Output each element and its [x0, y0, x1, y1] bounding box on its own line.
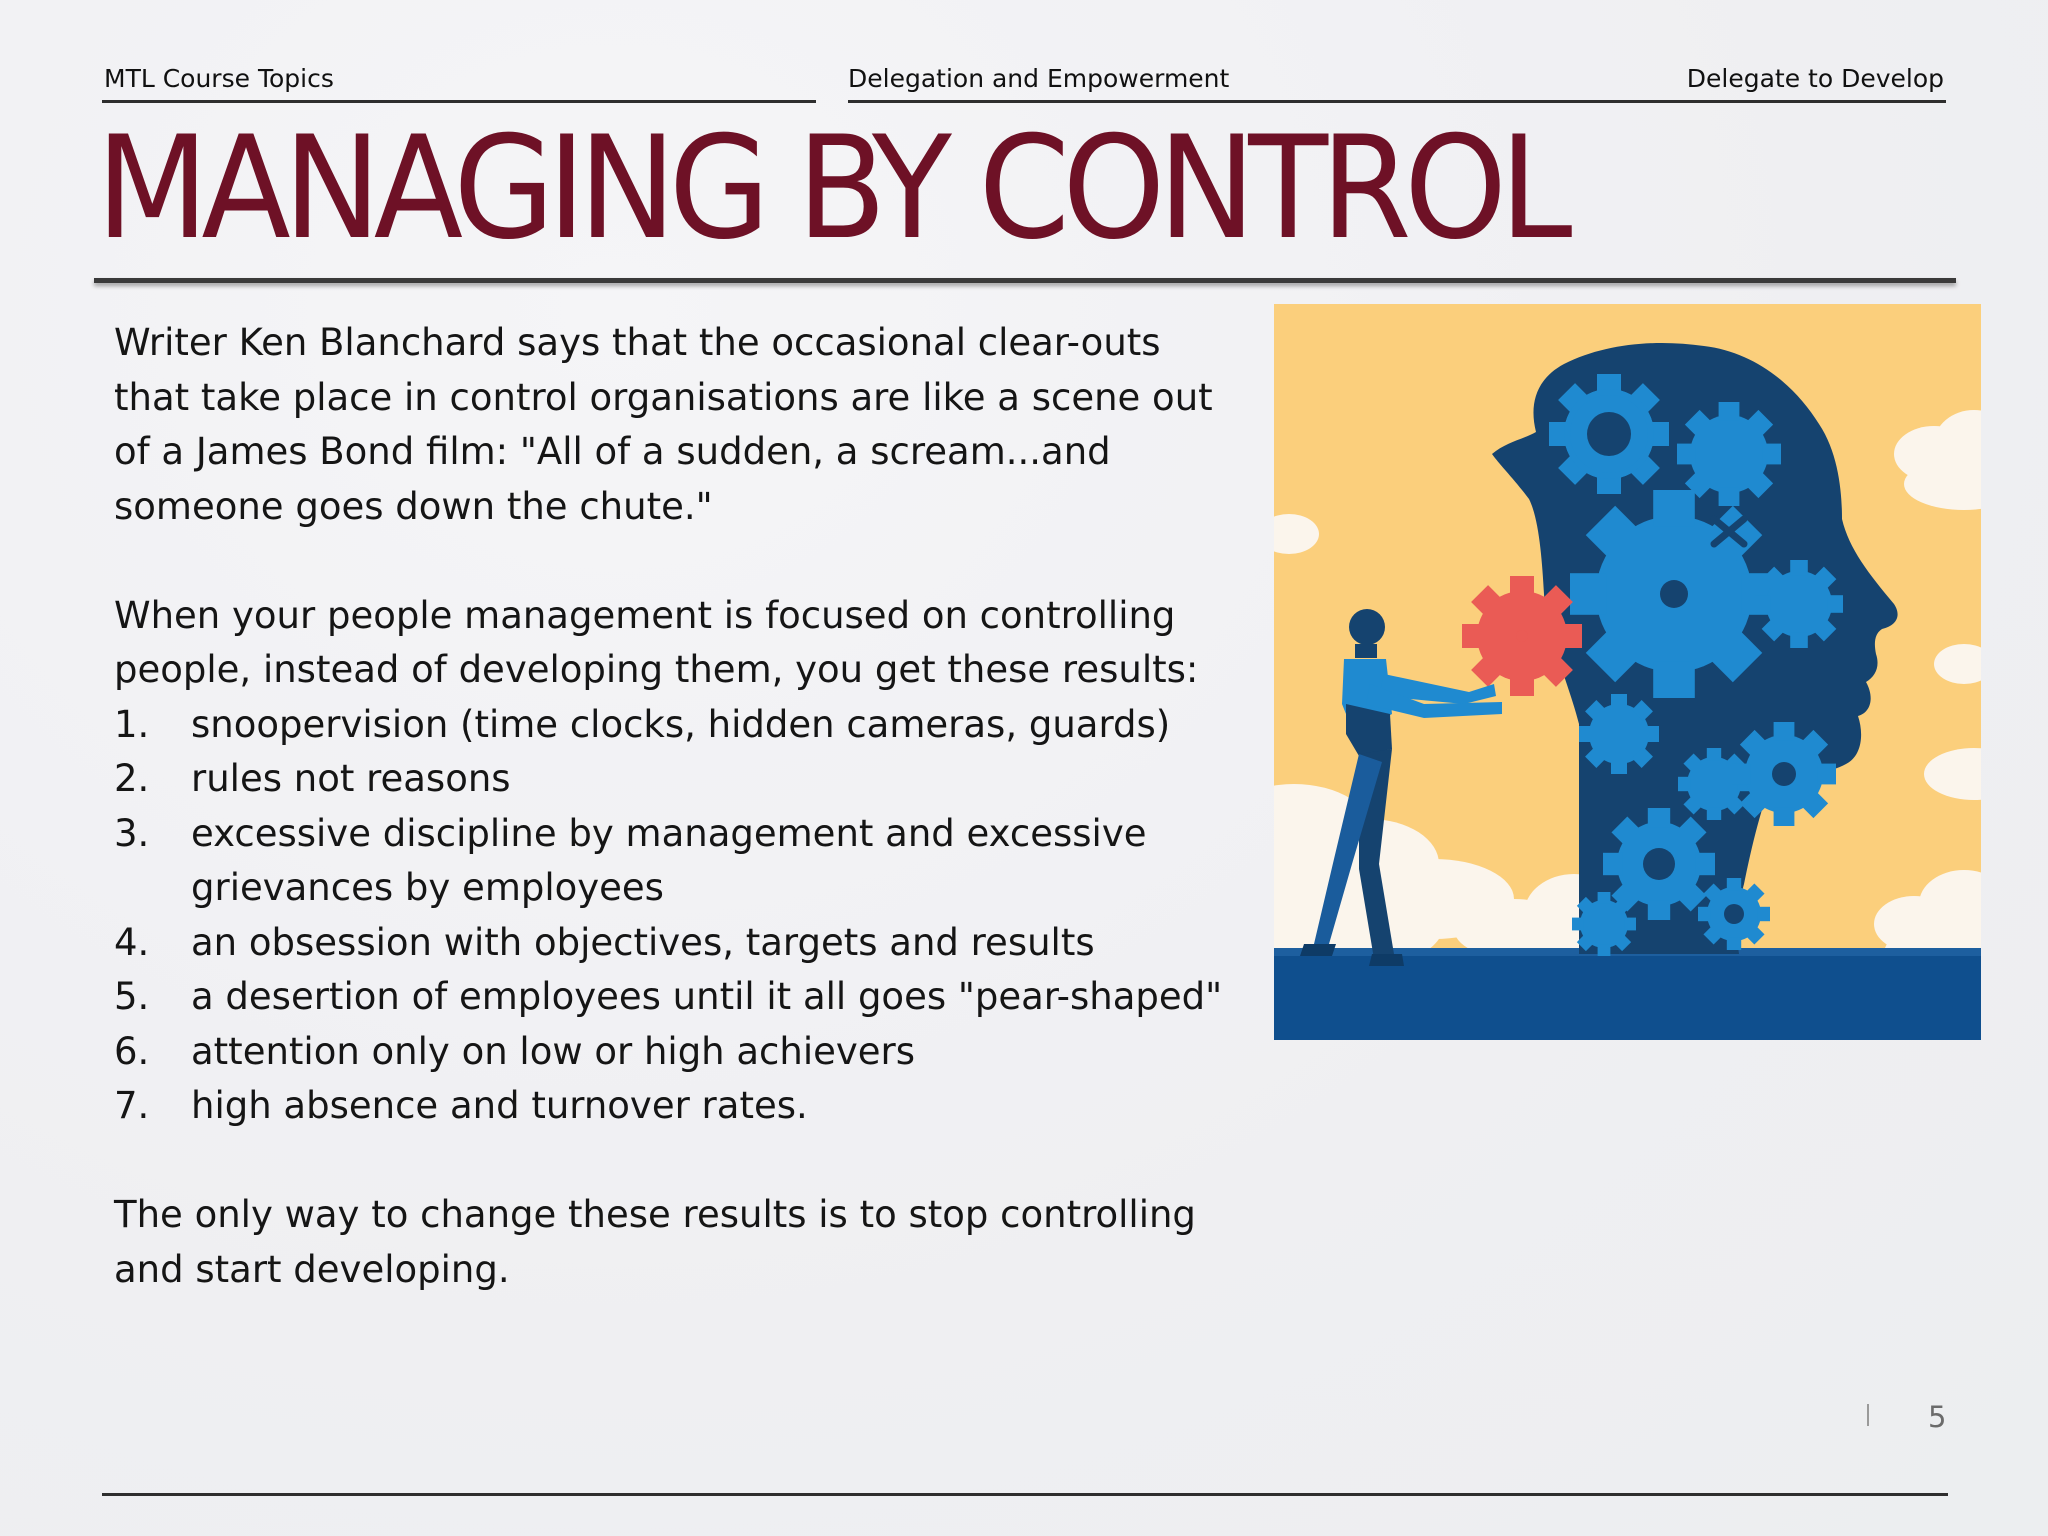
list-text: snoopervision (time clocks, hidden cameras, guards)	[191, 702, 1171, 746]
conclusion-line: and start developing.	[114, 1247, 510, 1291]
page-title: MANAGING BY CONTROL	[96, 106, 1566, 271]
header-section: Delegation and Empowerment	[848, 64, 1230, 93]
list-text: a desertion of employees until it all goes "pear-shaped"	[191, 975, 1223, 1018]
footer-rule	[102, 1493, 1948, 1496]
list-item	[114, 752, 1244, 807]
header-rule-left	[102, 100, 816, 103]
page-number-separator	[1867, 1404, 1869, 1426]
list-number: 3.	[114, 811, 150, 855]
list-item	[114, 1079, 1244, 1134]
body-text	[114, 316, 1244, 1297]
list-number: 1.	[114, 702, 150, 746]
list-item	[114, 916, 1244, 971]
page-number: 5	[1928, 1400, 1947, 1434]
header-subtopic: Delegate to Develop	[1686, 64, 1944, 93]
intro-line: someone goes down the chute."	[114, 484, 713, 528]
header-rule-right	[848, 100, 1946, 103]
list-text: high absence and turnover rates.	[191, 1084, 808, 1127]
title-divider	[94, 278, 1956, 283]
intro-line: Writer Ken Blanchard says that the occasional clear-outs	[114, 321, 1161, 364]
list-number: 4.	[114, 920, 150, 964]
lead-line: people, instead of developing them, you get these results:	[114, 648, 1199, 691]
list-number: 2.	[114, 757, 150, 800]
list-item	[114, 807, 1244, 916]
intro-line: that take place in control organisations are like a scene out	[114, 375, 1213, 419]
conclusion-line: The only way to change these results is to stop controlling	[114, 1193, 1196, 1236]
list-text: excessive discipline by management and excessive grievances by employees	[191, 811, 1147, 909]
list-text: an obsession with objectives, targets and results	[191, 920, 1095, 964]
results-list	[114, 698, 1244, 1134]
list-item	[114, 970, 1244, 1025]
list-number: 6.	[114, 1029, 150, 1073]
list-item	[114, 698, 1244, 753]
list-text: attention only on low or high achievers	[191, 1029, 916, 1073]
lead-line: When your people management is focused on controlling	[114, 593, 1176, 637]
intro-line: of a James Bond film: "All of a sudden, a scream...and	[114, 430, 1111, 473]
list-text: rules not reasons	[191, 757, 511, 800]
list-item	[114, 1025, 1244, 1080]
head-with-gears-illustration	[1274, 304, 1981, 1040]
list-number: 5.	[114, 975, 150, 1018]
list-number: 7.	[114, 1084, 150, 1127]
header-course-topics: MTL Course Topics	[104, 64, 334, 93]
